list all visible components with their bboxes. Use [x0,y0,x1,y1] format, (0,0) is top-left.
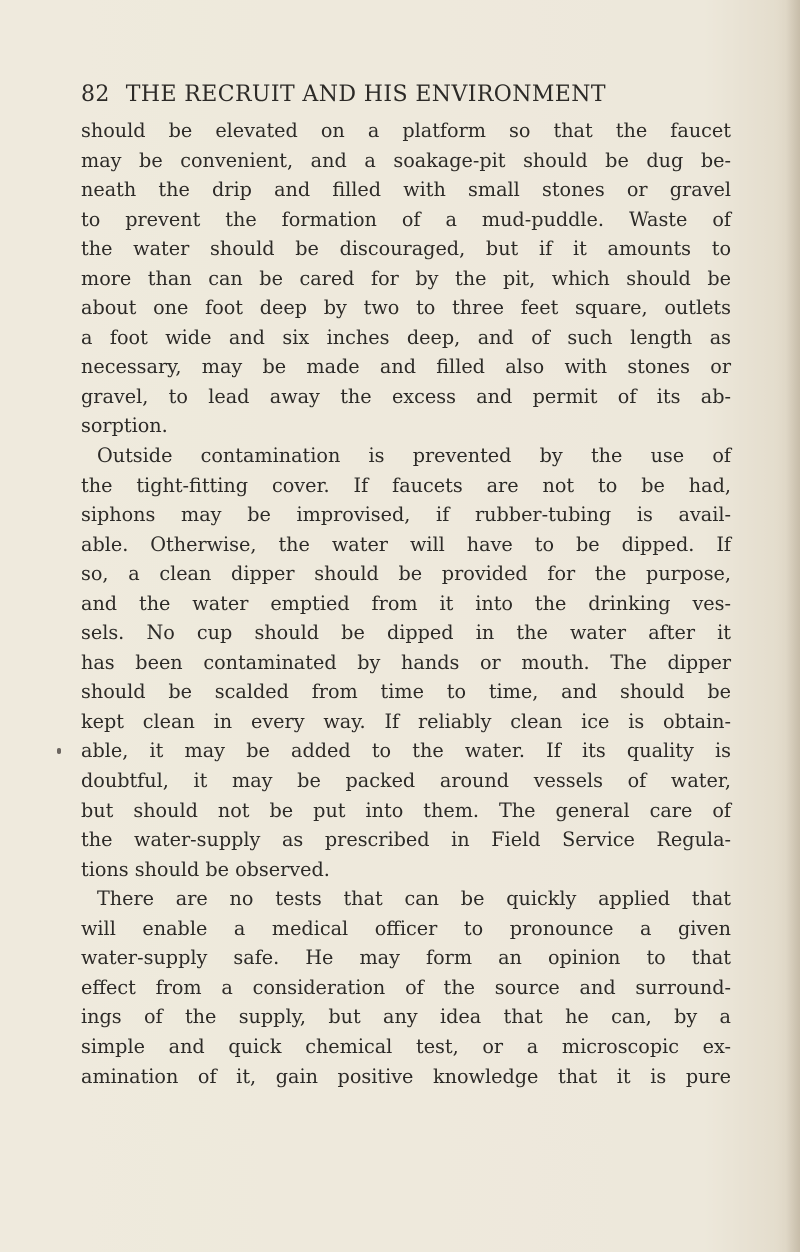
text-line: has been contaminated by hands or mouth. The dipper [81,650,731,674]
text-line: but should not be put into them. The general care of [81,798,731,822]
text-line: necessary, may be made and filled also with stones or [81,355,731,379]
text-line: a foot wide and six inches deep, and of such length as [81,325,731,349]
text-line: siphons may be improvised, if rubber-tubing is avail- [81,503,731,527]
text-line: Outside contamination is prevented by the use of [97,444,731,468]
text-line: tions should be observed. [81,857,330,881]
text-line: sorption. [81,414,168,438]
text-line: gravel, to lead away the excess and permit of its ab- [81,384,731,408]
page-edge-shadow [786,0,800,1252]
text-line: the water-supply as prescribed in Field Service Regula- [81,828,731,852]
text-line: amination of it, gain positive knowledge that it is pure [81,1064,731,1088]
text-line: will enable a medical officer to pronounce a given [81,916,731,940]
text-line: may be convenient, and a soakage-pit should be dug be- [81,148,731,172]
text-line: more than can be cared for by the pit, which should be [81,266,731,290]
text-line: ings of the supply, but any idea that he can, by a [81,1005,731,1029]
body-text [81,116,731,1091]
running-head [81,76,731,112]
text-line: doubtful, it may be packed around vessels of water, [81,769,731,793]
text-line: effect from a consideration of the source and surround- [81,975,731,999]
text-line: and the water emptied from it into the drinking ves- [81,591,731,615]
text-line: There are no tests that can be quickly applied that [97,887,731,911]
text-line: able, it may be added to the water. If its quality is [81,739,731,763]
text-line: about one foot deep by two to three feet square, outlets [81,296,731,320]
text-line: able. Otherwise, the water will have to be dipped. If [81,532,731,556]
page-number: 82 [81,81,110,107]
text-line: water-supply safe. He may form an opinion to that [81,946,731,970]
text-line: simple and quick chemical test, or a microscopic ex- [81,1034,731,1058]
text-line: to prevent the formation of a mud-puddle. Waste of [81,207,731,231]
text-line: kept clean in every way. If reliably clean ice is obtain- [81,709,731,733]
text-line: the water should be discouraged, but if it amounts to [81,237,731,261]
text-line: so, a clean dipper should be provided for the purpose, [81,562,731,586]
text-line: neath the drip and filled with small stones or gravel [81,178,731,202]
text-line: the tight-fitting cover. If faucets are not to be had, [81,473,731,497]
text-line: should be elevated on a platform so that the faucet [81,119,731,142]
margin-ink-spot [57,748,61,754]
text-line: sels. No cup should be dipped in the water after it [81,621,731,645]
text-line: should be scalded from time to time, and should be [81,680,731,704]
running-title: THE RECRUIT AND HIS ENVIRONMENT [125,81,606,107]
